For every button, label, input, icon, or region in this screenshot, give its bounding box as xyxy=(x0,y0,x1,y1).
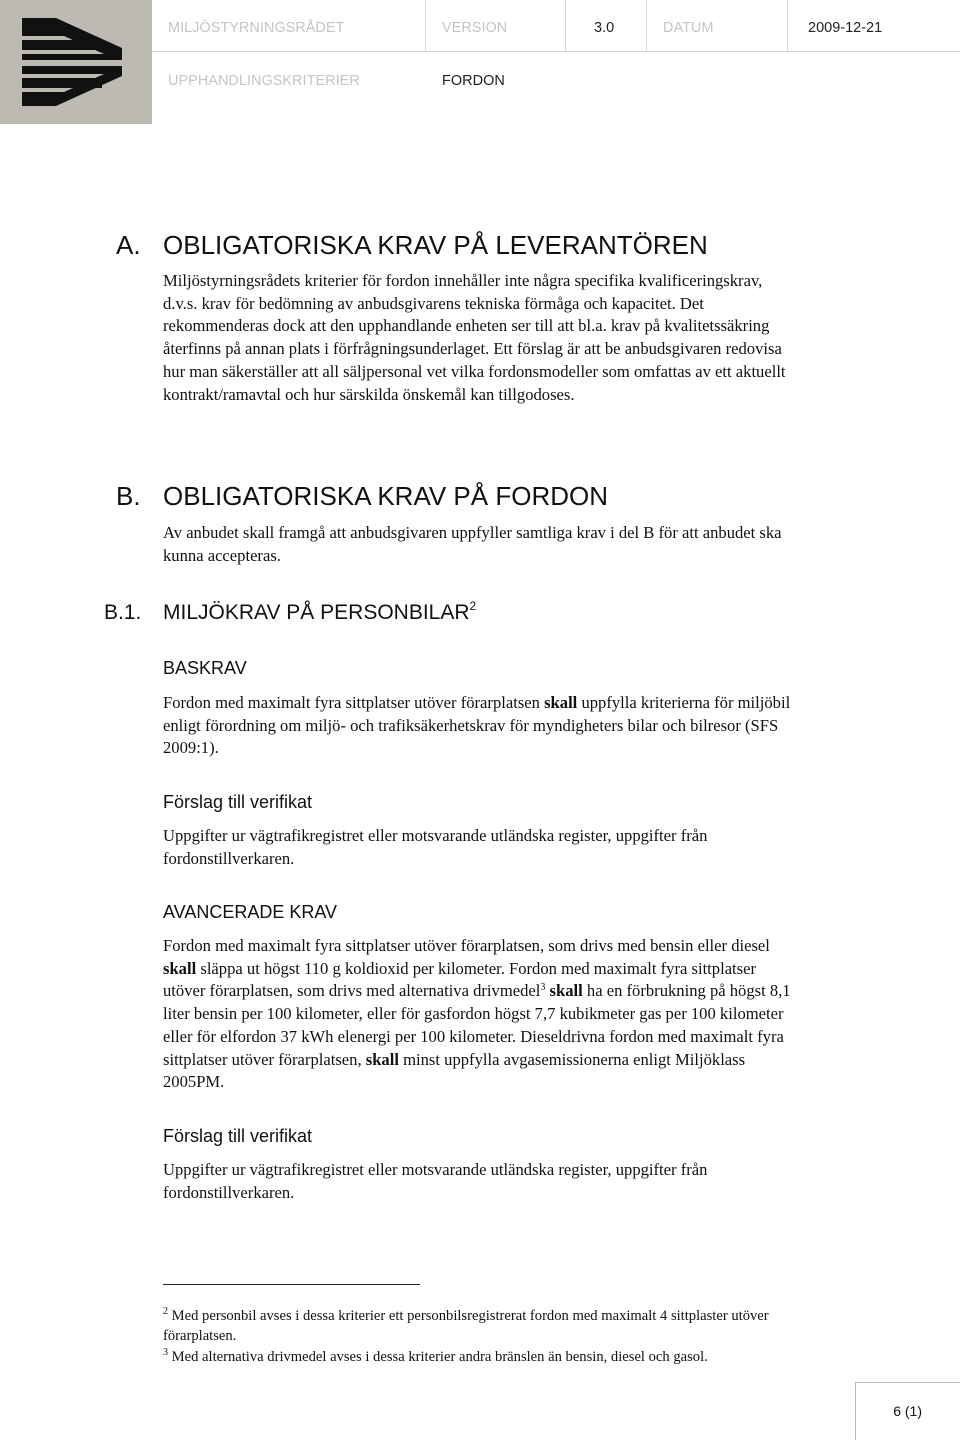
header-category: UPPHANDLINGSKRITERIER xyxy=(168,73,360,89)
avancerade-heading: AVANCERADE KRAV xyxy=(163,902,338,922)
footnote-ref-2: 2 xyxy=(469,599,477,613)
footnote-3: $^3$ Med alternativa drivmedel avses i dessa kriterier andra bränslen än bensin, diesel och gasol. xyxy=(163,1347,708,1365)
section-b1-label: B.1. xyxy=(104,601,142,624)
avancerade-verifikat-heading: Förslag till verifikat xyxy=(163,1126,313,1146)
avancerade-verifikat-body: Uppgifter ur vägtrafikregistret eller motsvarande utländska register, uppgifter från fordonstillverkaren. xyxy=(163,1160,708,1202)
section-a-title: OBLIGATORISKA KRAV PÅ LEVERANTÖREN xyxy=(163,230,708,260)
footnote-ref-3: 3 xyxy=(540,982,546,994)
section-b-title: OBLIGATORISKA KRAV PÅ FORDON xyxy=(163,481,608,511)
msr-arrow-logo-icon xyxy=(0,0,152,124)
section-b-label: B. xyxy=(116,481,141,511)
section-a-body: Miljöstyrningsrådets kriterier för fordon innehåller inte några specifika kvalificeringskrav, d.v.s. krav för bedömning av anbudsgivarens tekniska förmåga och kapacitet. Det rekommenderas dock att den upphandlande enheten ser till att bl.a. krav på kvalitetssäkring återfinns på annan plats i förfrågningsunderlaget. Ett förslag är att be anbudsgivaren redovisa hur man säkerställer att all säljpersonal vet vilka fordonsmodeller som omfattas av ett aktuellt kontrakt/ramavtal och hur särskilda önskemål kan tillgodoses. xyxy=(163,271,786,404)
baskrav-verifikat-heading: Förslag till verifikat xyxy=(163,792,313,812)
header-date-label: DATUM xyxy=(647,0,787,52)
page-number: 6 (1) xyxy=(855,1382,960,1440)
baskrav-body: Fordon med maximalt fyra sittplatser utöver förarplatsen skall uppfylla kriterierna för miljöbil enligt förordning om miljö- och trafiksäkerhetskrav för myndigheters bilar och bilresor (SFS 2009:1). xyxy=(163,693,791,758)
baskrav-verifikat-body: Uppgifter ur vägtrafikregistret eller motsvarande utländska register, uppgifter från fordonstillverkaren. xyxy=(163,826,708,868)
document-header xyxy=(0,0,960,124)
section-b-body: Av anbudet skall framgå att anbudsgivaren uppfyller samtliga krav i del B för att anbudet ska kunna accepteras. xyxy=(163,523,782,565)
header-version-label: VERSION xyxy=(426,0,565,52)
section-b1-title: MILJÖKRAV PÅ PERSONBILAR$^2$ xyxy=(163,599,477,624)
header-org: MILJÖSTYRNINGSRÅDET xyxy=(152,0,425,52)
avancerade-body: Fordon med maximalt fyra sittplatser utöver förarplatsen, som drivs med bensin eller diesel skall släppa ut högst 110 g koldioxid per kilometer. Fordon med maximalt fyra sittplatser utöver förarplatsen, som drivs med alternativa drivmedel$^3$ skall ha en förbrukning på högst 8,1 liter bensin per 100 kilometer, eller för gasfordon högst 7,7 kubikmeter gas per 100 kilometer eller för elfordon 37 kWh elenergi per 100 kilometer. Dieseldrivna fordon med maximalt fyra sittplatser utöver förarplatsen, skall minst uppfylla avgasemissionerna enligt Miljöklass 2005PM. xyxy=(163,936,791,1092)
logo xyxy=(0,0,152,124)
section-a-label: A. xyxy=(116,230,141,260)
header-version-value: 3.0 xyxy=(566,0,646,52)
footnote-divider xyxy=(163,1284,420,1285)
baskrav-heading: BASKRAV xyxy=(163,658,247,678)
footnote-2: $^2$ Med personbil avses i dessa kriterier ett personbilsregistrerat fordon med maximalt 4 sittplaster utöver förarplatsen. xyxy=(163,1306,769,1344)
header-subject: FORDON xyxy=(442,73,505,89)
header-date-value: 2009-12-21 xyxy=(788,0,960,52)
